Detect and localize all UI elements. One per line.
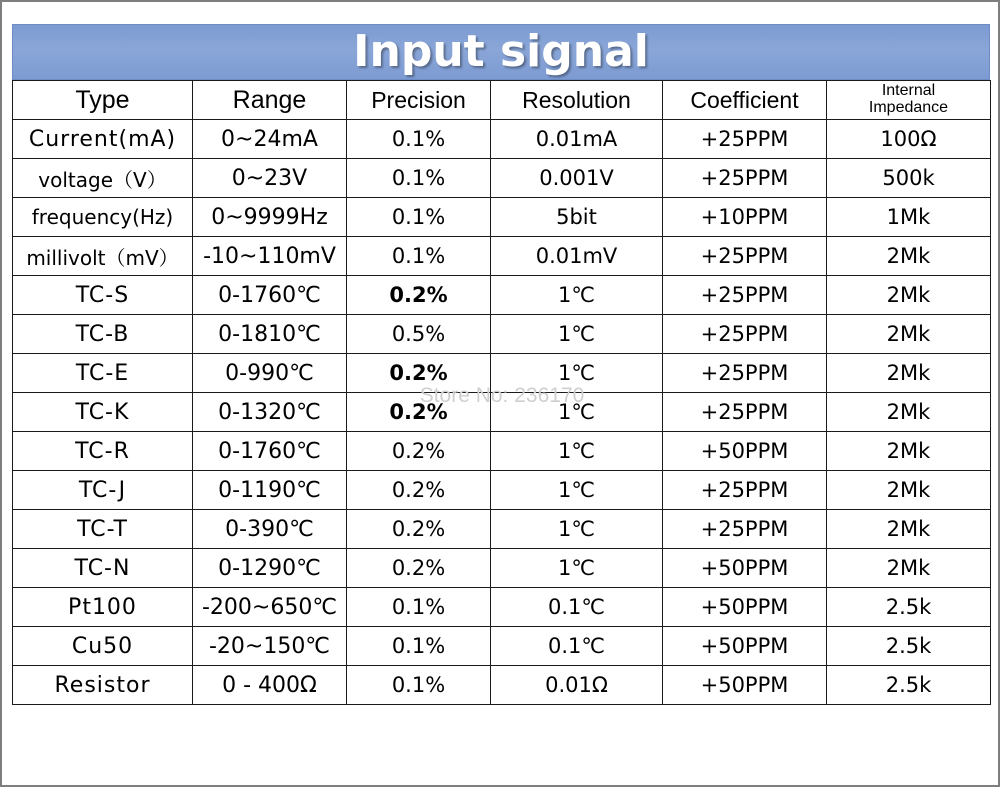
cell-impedance: 2.5k: [827, 627, 991, 666]
cell-coefficient: +50PPM: [663, 549, 827, 588]
cell-range: 0-1810℃: [193, 315, 347, 354]
cell-coefficient: +10PPM: [663, 198, 827, 237]
cell-resolution: 0.01mV: [491, 237, 663, 276]
table-row: [13, 471, 991, 510]
cell-coefficient: +25PPM: [663, 276, 827, 315]
cell-resolution: 0.01mA: [491, 120, 663, 159]
cell-type: TC-T: [13, 510, 193, 549]
table-row: [13, 510, 991, 549]
cell-resolution: 0.01Ω: [491, 666, 663, 705]
cell-coefficient: +50PPM: [663, 588, 827, 627]
cell-type: TC-S: [13, 276, 193, 315]
cell-precision: 0.2%: [347, 393, 491, 432]
cell-range: 0 - 400Ω: [193, 666, 347, 705]
cell-coefficient: +25PPM: [663, 354, 827, 393]
column-header-range: Range: [193, 81, 347, 120]
cell-resolution: 0.1℃: [491, 627, 663, 666]
cell-impedance: 2Mk: [827, 315, 991, 354]
cell-precision: 0.1%: [347, 627, 491, 666]
cell-resolution: 1℃: [491, 432, 663, 471]
cell-impedance: 500k: [827, 159, 991, 198]
cell-impedance: 2Mk: [827, 432, 991, 471]
cell-precision: 0.2%: [347, 471, 491, 510]
cell-range: 0-1190℃: [193, 471, 347, 510]
cell-range: 0-990℃: [193, 354, 347, 393]
cell-precision: 0.2%: [347, 549, 491, 588]
table-row: [13, 276, 991, 315]
cell-precision: 0.1%: [347, 666, 491, 705]
cell-precision: 0.2%: [347, 276, 491, 315]
table-row: [13, 588, 991, 627]
cell-precision: 0.2%: [347, 354, 491, 393]
cell-resolution: 1℃: [491, 510, 663, 549]
table-row: [13, 198, 991, 237]
cell-range: 0-1320℃: [193, 393, 347, 432]
table-row: [13, 120, 991, 159]
cell-precision: 0.2%: [347, 432, 491, 471]
cell-type: millivolt（mV）: [13, 237, 193, 276]
column-header-internal-impedance-line1: Internal: [881, 82, 936, 100]
table-row: [13, 354, 991, 393]
cell-range: 0~9999Hz: [193, 198, 347, 237]
column-header-resolution: Resolution: [491, 81, 663, 120]
cell-range: 0-1760℃: [193, 276, 347, 315]
table-header: [13, 81, 991, 120]
cell-type: TC-E: [13, 354, 193, 393]
cell-type: TC-N: [13, 549, 193, 588]
cell-impedance: 100Ω: [827, 120, 991, 159]
column-header-precision: Precision: [347, 81, 491, 120]
cell-resolution: 0.1℃: [491, 588, 663, 627]
cell-coefficient: +25PPM: [663, 315, 827, 354]
cell-impedance: 2Mk: [827, 393, 991, 432]
cell-precision: 0.1%: [347, 588, 491, 627]
table-row: [13, 432, 991, 471]
cell-resolution: 1℃: [491, 354, 663, 393]
cell-impedance: 2Mk: [827, 354, 991, 393]
cell-coefficient: +25PPM: [663, 159, 827, 198]
cell-coefficient: +25PPM: [663, 471, 827, 510]
cell-coefficient: +50PPM: [663, 666, 827, 705]
cell-range: 0-1760℃: [193, 432, 347, 471]
cell-type: TC-K: [13, 393, 193, 432]
cell-precision: 0.5%: [347, 315, 491, 354]
table-header-row: [13, 81, 991, 120]
cell-impedance: 2Mk: [827, 549, 991, 588]
cell-type: Pt100: [13, 588, 193, 627]
cell-coefficient: +50PPM: [663, 627, 827, 666]
cell-precision: 0.1%: [347, 159, 491, 198]
table-row: [13, 315, 991, 354]
table-body: [13, 120, 991, 705]
content-wrapper: [12, 24, 990, 705]
cell-type: voltage（V）: [13, 159, 193, 198]
cell-resolution: 1℃: [491, 276, 663, 315]
cell-impedance: 2.5k: [827, 588, 991, 627]
cell-resolution: 5bit: [491, 198, 663, 237]
cell-impedance: 2Mk: [827, 510, 991, 549]
cell-type: Resistor: [13, 666, 193, 705]
cell-type: TC-R: [13, 432, 193, 471]
cell-resolution: 1℃: [491, 471, 663, 510]
table-row: [13, 666, 991, 705]
cell-coefficient: +50PPM: [663, 432, 827, 471]
table-row: [13, 549, 991, 588]
table-row: [13, 159, 991, 198]
column-header-internal-impedance-line2: Impedance: [868, 99, 949, 116]
cell-type: Cu50: [13, 627, 193, 666]
cell-coefficient: +25PPM: [663, 510, 827, 549]
cell-impedance: 2Mk: [827, 237, 991, 276]
table-row: [13, 393, 991, 432]
cell-range: 0~23V: [193, 159, 347, 198]
cell-impedance: 1Mk: [827, 198, 991, 237]
column-header-coefficient: Coefficient: [663, 81, 827, 120]
store-watermark: Store No: 236170: [419, 384, 585, 407]
cell-coefficient: +25PPM: [663, 120, 827, 159]
cell-resolution: 0.001V: [491, 159, 663, 198]
cell-impedance: 2Mk: [827, 471, 991, 510]
cell-precision: 0.1%: [347, 120, 491, 159]
cell-impedance: 2Mk: [827, 276, 991, 315]
cell-type: Current(mA): [13, 120, 193, 159]
cell-type: TC-B: [13, 315, 193, 354]
cell-precision: 0.1%: [347, 198, 491, 237]
cell-type: TC-J: [13, 471, 193, 510]
page-header: [12, 24, 990, 80]
cell-precision: 0.2%: [347, 510, 491, 549]
cell-range: 0~24mA: [193, 120, 347, 159]
cell-precision: 0.1%: [347, 237, 491, 276]
cell-range: -20~150℃: [193, 627, 347, 666]
cell-range: -200~650℃: [193, 588, 347, 627]
table-row: [13, 237, 991, 276]
cell-resolution: 1℃: [491, 549, 663, 588]
cell-range: 0-1290℃: [193, 549, 347, 588]
column-header-internal-impedance: [827, 81, 991, 120]
table-row: [13, 627, 991, 666]
cell-resolution: 1℃: [491, 315, 663, 354]
input-signal-table: [12, 80, 991, 705]
column-header-type: Type: [13, 81, 193, 120]
cell-resolution: 1℃: [491, 393, 663, 432]
page-title: Input signal: [353, 26, 649, 77]
cell-range: -10~110mV: [193, 237, 347, 276]
cell-coefficient: +25PPM: [663, 237, 827, 276]
cell-impedance: 2.5k: [827, 666, 991, 705]
cell-coefficient: +25PPM: [663, 393, 827, 432]
cell-type: frequency(Hz): [13, 198, 193, 237]
cell-range: 0-390℃: [193, 510, 347, 549]
